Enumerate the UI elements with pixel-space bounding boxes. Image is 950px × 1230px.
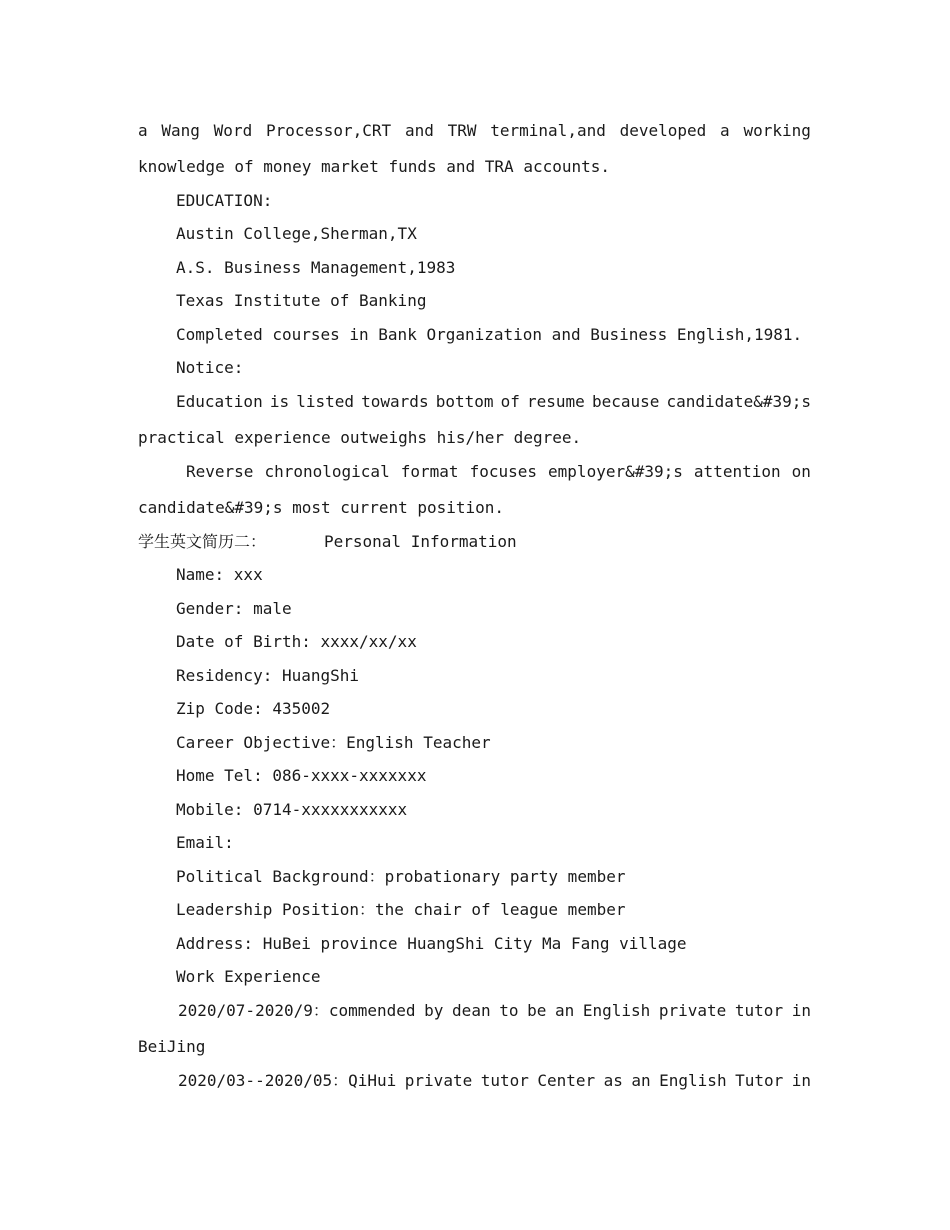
work2-word: private [404,1071,473,1090]
notice-line3-word: attention [693,462,781,481]
notice-line3-word: format [400,462,459,481]
notice-line3-word: employer&#39;s [548,462,683,481]
work1-word: by [424,1001,444,1020]
work2-word: in [791,1071,811,1090]
work1-word: in [791,1001,811,1020]
para1-line2: knowledge of money market funds and TRA accounts. [138,157,611,176]
para1-line1-word: working [743,121,811,140]
education-college: Austin College,Sherman,TX [176,224,417,243]
work1-word: tutor [734,1001,784,1020]
work2-word: as [603,1071,623,1090]
para1-line1-word: and [404,121,434,140]
work1-word: private [658,1001,727,1020]
para1-line1-word: Word [213,121,253,140]
work2-word: 2020/03--2020/05：QiHui [178,1071,397,1090]
work1-word: dean [452,1001,491,1020]
resume2-title: 学生英文简历二： [138,532,267,551]
notice-line1-word: Education [176,392,263,411]
work1-continuation: BeiJing [138,1037,206,1056]
notice-line1-word: because [591,392,660,411]
notice-line3-word: Reverse [186,462,254,481]
notice-line1-word: towards [361,392,429,411]
field-political: Political Background：probationary party member [176,867,626,886]
para1-line1-word: Wang [161,121,200,140]
para1-line1-word: developed [619,121,707,140]
work2-word: Tutor [735,1071,784,1090]
education-degree: A.S. Business Management,1983 [176,258,456,277]
notice-line1-word: listed [296,392,355,411]
notice-line1 [176,392,811,412]
work1-word: an [554,1001,575,1020]
field-residency: Residency: HuangShi [176,666,360,685]
field-objective: Career Objective：English Teacher [176,733,491,752]
para1-line1-word: Processor,CRT [265,121,392,140]
notice-heading: Notice: [176,358,244,377]
field-name: Name: xxx [176,565,263,584]
work2-line [178,1071,811,1091]
notice-line3-word: focuses [469,462,537,481]
notice-line1-word: candidate&#39;s [666,392,811,411]
personal-info-heading: Personal Information [324,532,517,551]
work1-word: 2020/07-2020/9：commended [178,1001,416,1020]
field-address: Address: HuBei province HuangShi City Ma Fang village [176,934,687,953]
para1-line1-word: a [720,121,730,140]
work1-word: to [499,1001,519,1020]
notice-line3 [186,462,811,482]
notice-line1-word: resume [527,392,585,411]
notice-line3-word: chronological [264,462,390,481]
education-institute: Texas Institute of Banking [176,291,427,310]
field-gender: Gender: male [176,599,292,618]
field-dob: Date of Birth: xxxx/xx/xx [176,632,417,651]
work2-word: English [659,1071,727,1090]
work-experience-heading: Work Experience [176,967,321,986]
education-courses: Completed courses in Bank Organization and Business English,1981. [176,325,803,344]
education-heading: EDUCATION: [176,191,273,210]
para1-line1-word: a [138,121,148,140]
work2-word: Center [537,1071,596,1090]
work2-word: an [631,1071,651,1090]
field-email: Email: [176,833,234,852]
field-mobile: Mobile: 0714-xxxxxxxxxxx [176,800,408,819]
para1-line1-word: terminal,and [490,121,606,140]
notice-line2: practical experience outweighs his/her degree. [138,428,582,447]
work1-line [178,1001,811,1021]
field-home-tel: Home Tel: 086-xxxx-xxxxxxx [176,766,427,785]
field-zip: Zip Code: 435002 [176,699,331,718]
para1-line1 [138,121,811,141]
notice-line1-word: is [269,392,290,411]
work2-word: tutor [480,1071,529,1090]
notice-line1-word: bottom [435,392,494,411]
notice-line4: candidate&#39;s most current position. [138,498,505,517]
notice-line1-word: of [500,392,520,411]
work1-word: be [527,1001,547,1020]
work1-word: English [582,1001,651,1020]
para1-line1-word: TRW [447,121,477,140]
notice-line3-word: on [791,462,811,481]
field-leadership: Leadership Position：the chair of league member [176,900,626,919]
